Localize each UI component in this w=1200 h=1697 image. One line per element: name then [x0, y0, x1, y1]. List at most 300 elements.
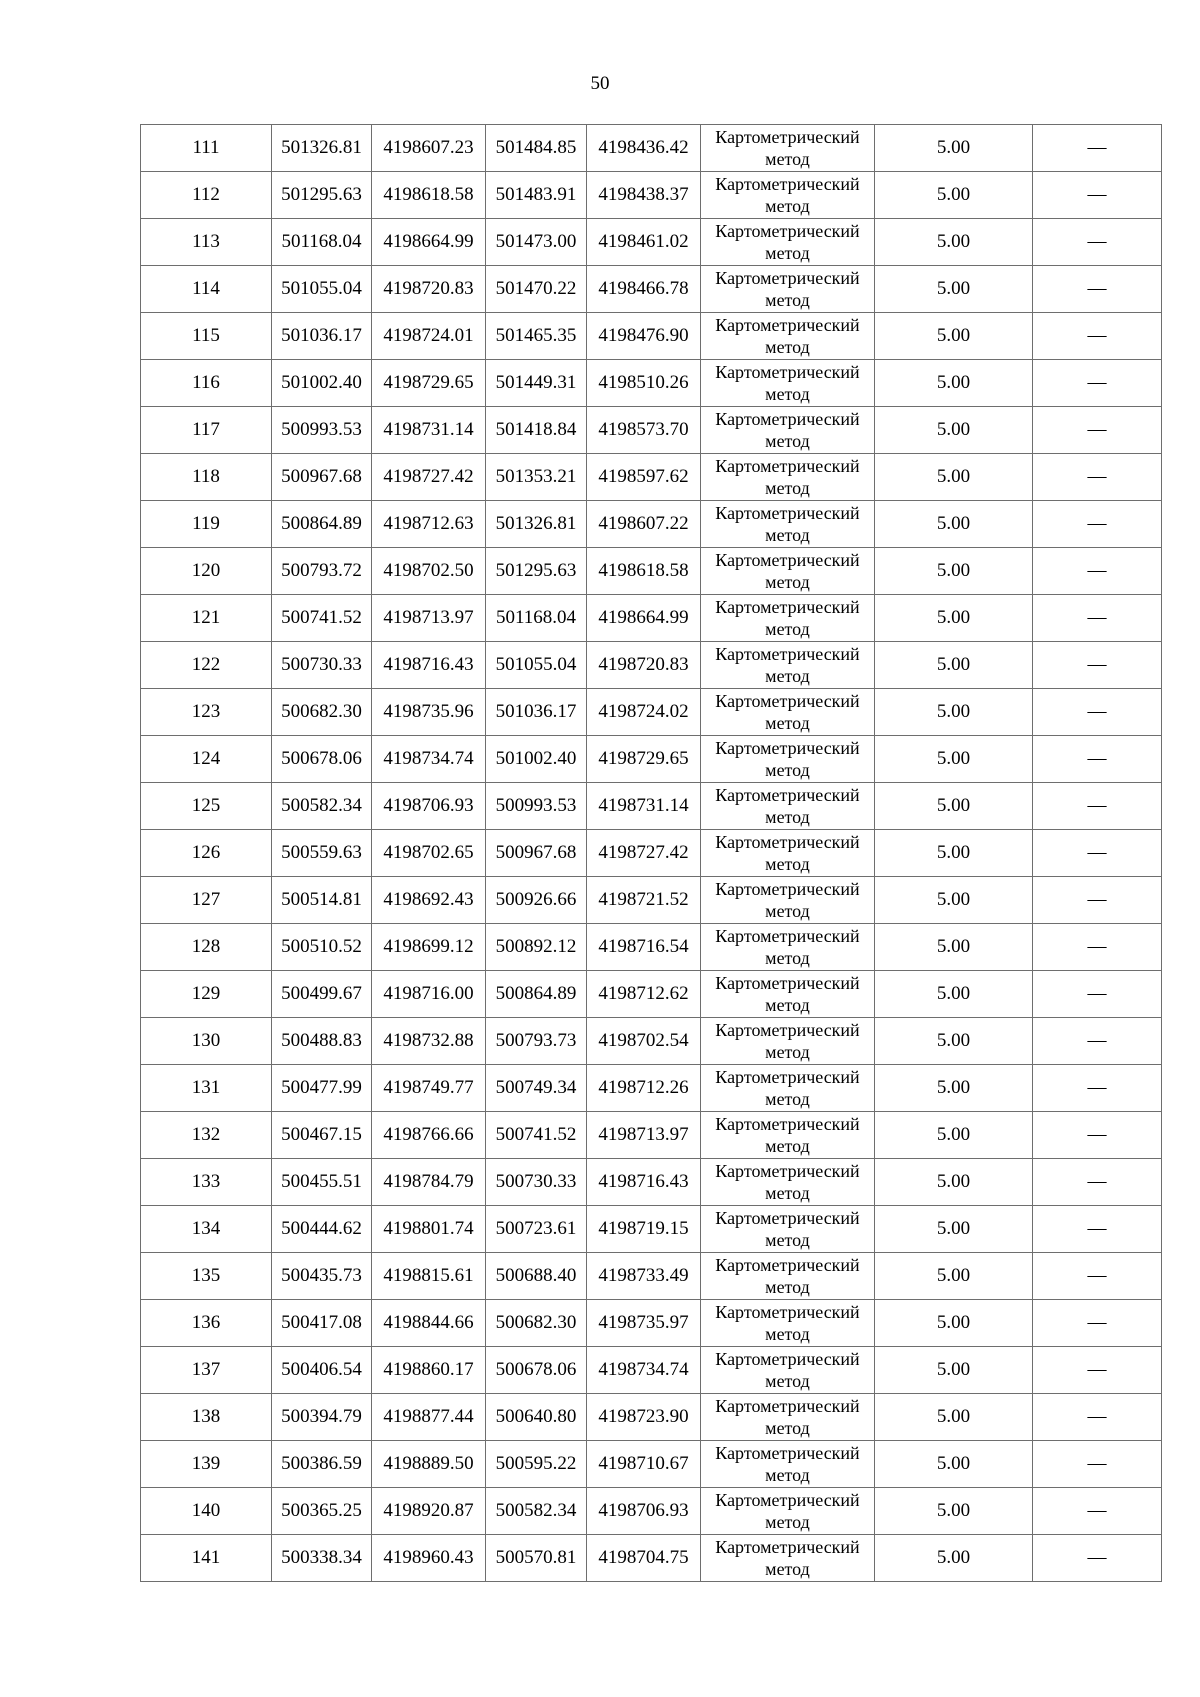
y1-cell: 4198844.66 — [372, 1300, 486, 1347]
method-line-2: метод — [765, 1371, 810, 1391]
x1-cell: 500435.73 — [272, 1253, 372, 1300]
point-number-cell: 138 — [141, 1394, 272, 1441]
method-cell — [701, 1535, 875, 1582]
y2-cell: 4198727.42 — [587, 830, 701, 877]
x1-cell: 500417.08 — [272, 1300, 372, 1347]
y1-cell: 4198664.99 — [372, 219, 486, 266]
x2-cell: 501002.40 — [486, 736, 587, 783]
coordinates-table — [140, 124, 1162, 1582]
x2-cell: 500570.81 — [486, 1535, 587, 1582]
method-line-1: Картометрический — [715, 503, 860, 523]
point-number-cell: 132 — [141, 1112, 272, 1159]
table-row — [141, 736, 1162, 783]
note-cell: — — [1033, 454, 1162, 501]
x1-cell: 500455.51 — [272, 1159, 372, 1206]
accuracy-cell: 5.00 — [875, 125, 1033, 172]
table-row — [141, 172, 1162, 219]
method-line-2: метод — [765, 1136, 810, 1156]
table-row — [141, 1488, 1162, 1535]
method-cell — [701, 924, 875, 971]
method-cell — [701, 501, 875, 548]
x1-cell: 500741.52 — [272, 595, 372, 642]
table-row — [141, 1347, 1162, 1394]
table-row — [141, 1065, 1162, 1112]
point-number-cell: 140 — [141, 1488, 272, 1535]
y1-cell: 4198729.65 — [372, 360, 486, 407]
accuracy-cell: 5.00 — [875, 1394, 1033, 1441]
note-cell: — — [1033, 1535, 1162, 1582]
y1-cell: 4198960.43 — [372, 1535, 486, 1582]
method-cell — [701, 1347, 875, 1394]
point-number-cell: 126 — [141, 830, 272, 877]
x1-cell: 500499.67 — [272, 971, 372, 1018]
x1-cell: 500793.72 — [272, 548, 372, 595]
x1-cell: 501055.04 — [272, 266, 372, 313]
method-line-1: Картометрический — [715, 1208, 860, 1228]
point-number-cell: 137 — [141, 1347, 272, 1394]
note-cell: — — [1033, 172, 1162, 219]
table-row — [141, 360, 1162, 407]
y2-cell: 4198716.54 — [587, 924, 701, 971]
method-line-1: Картометрический — [715, 1443, 860, 1463]
point-number-cell: 114 — [141, 266, 272, 313]
method-cell — [701, 1441, 875, 1488]
x1-cell: 500582.34 — [272, 783, 372, 830]
x2-cell: 500741.52 — [486, 1112, 587, 1159]
method-line-2: метод — [765, 1042, 810, 1062]
x1-cell: 500444.62 — [272, 1206, 372, 1253]
method-line-1: Картометрический — [715, 127, 860, 147]
accuracy-cell: 5.00 — [875, 454, 1033, 501]
accuracy-cell: 5.00 — [875, 313, 1033, 360]
method-line-2: метод — [765, 1418, 810, 1438]
x2-cell: 500582.34 — [486, 1488, 587, 1535]
table-row — [141, 125, 1162, 172]
y2-cell: 4198597.62 — [587, 454, 701, 501]
accuracy-cell: 5.00 — [875, 172, 1033, 219]
y2-cell: 4198607.22 — [587, 501, 701, 548]
accuracy-cell: 5.00 — [875, 971, 1033, 1018]
point-number-cell: 112 — [141, 172, 272, 219]
accuracy-cell: 5.00 — [875, 595, 1033, 642]
note-cell: — — [1033, 360, 1162, 407]
table-row — [141, 971, 1162, 1018]
y1-cell: 4198920.87 — [372, 1488, 486, 1535]
y1-cell: 4198720.83 — [372, 266, 486, 313]
method-line-2: метод — [765, 431, 810, 451]
method-line-2: метод — [765, 995, 810, 1015]
note-cell: — — [1033, 1394, 1162, 1441]
method-line-1: Картометрический — [715, 926, 860, 946]
method-line-1: Картометрический — [715, 550, 860, 570]
x1-cell: 500514.81 — [272, 877, 372, 924]
accuracy-cell: 5.00 — [875, 1441, 1033, 1488]
y2-cell: 4198618.58 — [587, 548, 701, 595]
y2-cell: 4198706.93 — [587, 1488, 701, 1535]
y1-cell: 4198801.74 — [372, 1206, 486, 1253]
method-line-2: метод — [765, 1465, 810, 1485]
x2-cell: 500793.73 — [486, 1018, 587, 1065]
table-row — [141, 1206, 1162, 1253]
point-number-cell: 136 — [141, 1300, 272, 1347]
x1-cell: 500467.15 — [272, 1112, 372, 1159]
y1-cell: 4198731.14 — [372, 407, 486, 454]
x2-cell: 500892.12 — [486, 924, 587, 971]
y1-cell: 4198735.96 — [372, 689, 486, 736]
method-line-2: метод — [765, 1089, 810, 1109]
y2-cell: 4198466.78 — [587, 266, 701, 313]
x2-cell: 500688.40 — [486, 1253, 587, 1300]
y2-cell: 4198712.62 — [587, 971, 701, 1018]
method-line-1: Картометрический — [715, 1161, 860, 1181]
accuracy-cell: 5.00 — [875, 1112, 1033, 1159]
table-row — [141, 689, 1162, 736]
x2-cell: 501484.85 — [486, 125, 587, 172]
method-line-1: Картометрический — [715, 315, 860, 335]
x1-cell: 500477.99 — [272, 1065, 372, 1112]
table-row — [141, 1159, 1162, 1206]
x1-cell: 500510.52 — [272, 924, 372, 971]
method-line-1: Картометрический — [715, 597, 860, 617]
y1-cell: 4198702.65 — [372, 830, 486, 877]
method-line-1: Картометрический — [715, 456, 860, 476]
x2-cell: 500926.66 — [486, 877, 587, 924]
note-cell: — — [1033, 125, 1162, 172]
x2-cell: 501353.21 — [486, 454, 587, 501]
point-number-cell: 131 — [141, 1065, 272, 1112]
method-cell — [701, 1018, 875, 1065]
accuracy-cell: 5.00 — [875, 924, 1033, 971]
method-line-2: метод — [765, 619, 810, 639]
y1-cell: 4198815.61 — [372, 1253, 486, 1300]
method-line-2: метод — [765, 1324, 810, 1344]
x2-cell: 500595.22 — [486, 1441, 587, 1488]
method-line-2: метод — [765, 807, 810, 827]
accuracy-cell: 5.00 — [875, 689, 1033, 736]
point-number-cell: 129 — [141, 971, 272, 1018]
y2-cell: 4198735.97 — [587, 1300, 701, 1347]
accuracy-cell: 5.00 — [875, 783, 1033, 830]
table-body — [141, 125, 1162, 1582]
point-number-cell: 125 — [141, 783, 272, 830]
method-line-1: Картометрический — [715, 221, 860, 241]
method-line-2: метод — [765, 1183, 810, 1203]
note-cell: — — [1033, 1065, 1162, 1112]
x1-cell: 500864.89 — [272, 501, 372, 548]
method-line-2: метод — [765, 1559, 810, 1579]
x1-cell: 500682.30 — [272, 689, 372, 736]
method-cell — [701, 125, 875, 172]
method-line-1: Картометрический — [715, 1114, 860, 1134]
table-row — [141, 219, 1162, 266]
note-cell: — — [1033, 313, 1162, 360]
method-line-2: метод — [765, 290, 810, 310]
y1-cell: 4198699.12 — [372, 924, 486, 971]
y1-cell: 4198713.97 — [372, 595, 486, 642]
y1-cell: 4198784.79 — [372, 1159, 486, 1206]
method-line-2: метод — [765, 713, 810, 733]
method-cell — [701, 830, 875, 877]
table-row — [141, 830, 1162, 877]
method-line-1: Картометрический — [715, 1302, 860, 1322]
method-line-2: метод — [765, 666, 810, 686]
x1-cell: 500406.54 — [272, 1347, 372, 1394]
method-line-1: Картометрический — [715, 409, 860, 429]
x1-cell: 500488.83 — [272, 1018, 372, 1065]
point-number-cell: 124 — [141, 736, 272, 783]
x1-cell: 500559.63 — [272, 830, 372, 877]
x1-cell: 500967.68 — [272, 454, 372, 501]
x2-cell: 500749.34 — [486, 1065, 587, 1112]
note-cell: — — [1033, 595, 1162, 642]
x2-cell: 500967.68 — [486, 830, 587, 877]
method-cell — [701, 1065, 875, 1112]
x1-cell: 501295.63 — [272, 172, 372, 219]
accuracy-cell: 5.00 — [875, 1065, 1033, 1112]
method-line-1: Картометрический — [715, 832, 860, 852]
method-cell — [701, 407, 875, 454]
note-cell: — — [1033, 642, 1162, 689]
x2-cell: 500723.61 — [486, 1206, 587, 1253]
note-cell: — — [1033, 1018, 1162, 1065]
y2-cell: 4198723.90 — [587, 1394, 701, 1441]
x2-cell: 501418.84 — [486, 407, 587, 454]
x2-cell: 501449.31 — [486, 360, 587, 407]
x2-cell: 500640.80 — [486, 1394, 587, 1441]
x1-cell: 501036.17 — [272, 313, 372, 360]
x1-cell: 500394.79 — [272, 1394, 372, 1441]
accuracy-cell: 5.00 — [875, 407, 1033, 454]
point-number-cell: 116 — [141, 360, 272, 407]
y2-cell: 4198704.75 — [587, 1535, 701, 1582]
method-line-1: Картометрический — [715, 1349, 860, 1369]
method-line-1: Картометрический — [715, 1490, 860, 1510]
y1-cell: 4198766.66 — [372, 1112, 486, 1159]
y2-cell: 4198710.67 — [587, 1441, 701, 1488]
note-cell: — — [1033, 1441, 1162, 1488]
note-cell: — — [1033, 219, 1162, 266]
x2-cell: 501055.04 — [486, 642, 587, 689]
table-row — [141, 1253, 1162, 1300]
table-row — [141, 1018, 1162, 1065]
y1-cell: 4198877.44 — [372, 1394, 486, 1441]
point-number-cell: 113 — [141, 219, 272, 266]
x2-cell: 500678.06 — [486, 1347, 587, 1394]
method-cell — [701, 313, 875, 360]
note-cell: — — [1033, 1159, 1162, 1206]
y1-cell: 4198607.23 — [372, 125, 486, 172]
method-line-2: метод — [765, 1512, 810, 1532]
note-cell: — — [1033, 1347, 1162, 1394]
method-cell — [701, 454, 875, 501]
y2-cell: 4198733.49 — [587, 1253, 701, 1300]
point-number-cell: 118 — [141, 454, 272, 501]
table-row — [141, 1535, 1162, 1582]
x1-cell: 500730.33 — [272, 642, 372, 689]
x2-cell: 501473.00 — [486, 219, 587, 266]
accuracy-cell: 5.00 — [875, 360, 1033, 407]
point-number-cell: 134 — [141, 1206, 272, 1253]
x1-cell: 500338.34 — [272, 1535, 372, 1582]
method-line-2: метод — [765, 149, 810, 169]
method-cell — [701, 1206, 875, 1253]
note-cell: — — [1033, 924, 1162, 971]
x2-cell: 501465.35 — [486, 313, 587, 360]
y1-cell: 4198712.63 — [372, 501, 486, 548]
accuracy-cell: 5.00 — [875, 548, 1033, 595]
y2-cell: 4198721.52 — [587, 877, 701, 924]
accuracy-cell: 5.00 — [875, 736, 1033, 783]
x2-cell: 501483.91 — [486, 172, 587, 219]
y1-cell: 4198716.00 — [372, 971, 486, 1018]
method-line-2: метод — [765, 948, 810, 968]
method-line-2: метод — [765, 478, 810, 498]
y2-cell: 4198724.02 — [587, 689, 701, 736]
point-number-cell: 127 — [141, 877, 272, 924]
method-cell — [701, 877, 875, 924]
method-line-1: Картометрический — [715, 174, 860, 194]
method-line-1: Картометрический — [715, 362, 860, 382]
note-cell: — — [1033, 1206, 1162, 1253]
x2-cell: 501036.17 — [486, 689, 587, 736]
table-row — [141, 1441, 1162, 1488]
note-cell: — — [1033, 971, 1162, 1018]
method-cell — [701, 1253, 875, 1300]
y2-cell: 4198731.14 — [587, 783, 701, 830]
method-line-2: метод — [765, 901, 810, 921]
point-number-cell: 115 — [141, 313, 272, 360]
method-line-1: Картометрический — [715, 1255, 860, 1275]
y2-cell: 4198729.65 — [587, 736, 701, 783]
method-cell — [701, 689, 875, 736]
method-line-1: Картометрический — [715, 738, 860, 758]
table-row — [141, 1394, 1162, 1441]
note-cell: — — [1033, 501, 1162, 548]
table-row — [141, 548, 1162, 595]
accuracy-cell: 5.00 — [875, 501, 1033, 548]
point-number-cell: 130 — [141, 1018, 272, 1065]
table-row — [141, 266, 1162, 313]
point-number-cell: 122 — [141, 642, 272, 689]
x2-cell: 501168.04 — [486, 595, 587, 642]
method-line-2: метод — [765, 1277, 810, 1297]
y1-cell: 4198618.58 — [372, 172, 486, 219]
note-cell: — — [1033, 1300, 1162, 1347]
method-cell — [701, 1394, 875, 1441]
point-number-cell: 141 — [141, 1535, 272, 1582]
point-number-cell: 133 — [141, 1159, 272, 1206]
method-cell — [701, 360, 875, 407]
y2-cell: 4198713.97 — [587, 1112, 701, 1159]
y1-cell: 4198692.43 — [372, 877, 486, 924]
method-cell — [701, 1159, 875, 1206]
x2-cell: 501470.22 — [486, 266, 587, 313]
y1-cell: 4198706.93 — [372, 783, 486, 830]
x2-cell: 500993.53 — [486, 783, 587, 830]
accuracy-cell: 5.00 — [875, 1159, 1033, 1206]
x1-cell: 500993.53 — [272, 407, 372, 454]
y2-cell: 4198510.26 — [587, 360, 701, 407]
accuracy-cell: 5.00 — [875, 219, 1033, 266]
method-line-2: метод — [765, 384, 810, 404]
table-row — [141, 924, 1162, 971]
point-number-cell: 128 — [141, 924, 272, 971]
x2-cell: 500864.89 — [486, 971, 587, 1018]
table-row — [141, 1112, 1162, 1159]
method-cell — [701, 1488, 875, 1535]
note-cell: — — [1033, 1253, 1162, 1300]
note-cell: — — [1033, 783, 1162, 830]
method-line-1: Картометрический — [715, 973, 860, 993]
method-cell — [701, 971, 875, 1018]
accuracy-cell: 5.00 — [875, 1347, 1033, 1394]
y2-cell: 4198438.37 — [587, 172, 701, 219]
accuracy-cell: 5.00 — [875, 266, 1033, 313]
method-cell — [701, 1300, 875, 1347]
y1-cell: 4198732.88 — [372, 1018, 486, 1065]
method-cell — [701, 642, 875, 689]
accuracy-cell: 5.00 — [875, 1206, 1033, 1253]
method-line-1: Картометрический — [715, 1067, 860, 1087]
method-line-2: метод — [765, 854, 810, 874]
note-cell: — — [1033, 736, 1162, 783]
x2-cell: 501295.63 — [486, 548, 587, 595]
method-line-1: Картометрический — [715, 268, 860, 288]
y1-cell: 4198860.17 — [372, 1347, 486, 1394]
y2-cell: 4198719.15 — [587, 1206, 701, 1253]
note-cell: — — [1033, 1112, 1162, 1159]
method-cell — [701, 219, 875, 266]
x1-cell: 501168.04 — [272, 219, 372, 266]
y2-cell: 4198716.43 — [587, 1159, 701, 1206]
table-row — [141, 642, 1162, 689]
page-number: 50 — [590, 73, 610, 94]
method-cell — [701, 548, 875, 595]
accuracy-cell: 5.00 — [875, 1253, 1033, 1300]
note-cell: — — [1033, 407, 1162, 454]
note-cell: — — [1033, 877, 1162, 924]
x2-cell: 501326.81 — [486, 501, 587, 548]
method-cell — [701, 266, 875, 313]
table-row — [141, 407, 1162, 454]
note-cell: — — [1033, 548, 1162, 595]
y1-cell: 4198889.50 — [372, 1441, 486, 1488]
method-line-2: метод — [765, 572, 810, 592]
y1-cell: 4198749.77 — [372, 1065, 486, 1112]
point-number-cell: 139 — [141, 1441, 272, 1488]
accuracy-cell: 5.00 — [875, 1488, 1033, 1535]
method-cell — [701, 783, 875, 830]
accuracy-cell: 5.00 — [875, 1300, 1033, 1347]
y1-cell: 4198727.42 — [372, 454, 486, 501]
y2-cell: 4198476.90 — [587, 313, 701, 360]
x2-cell: 500682.30 — [486, 1300, 587, 1347]
method-cell — [701, 736, 875, 783]
table-row — [141, 454, 1162, 501]
x1-cell: 501326.81 — [272, 125, 372, 172]
y1-cell: 4198716.43 — [372, 642, 486, 689]
x2-cell: 500730.33 — [486, 1159, 587, 1206]
x1-cell: 500678.06 — [272, 736, 372, 783]
note-cell: — — [1033, 1488, 1162, 1535]
x1-cell: 500365.25 — [272, 1488, 372, 1535]
y2-cell: 4198720.83 — [587, 642, 701, 689]
y2-cell: 4198461.02 — [587, 219, 701, 266]
method-cell — [701, 172, 875, 219]
method-cell — [701, 595, 875, 642]
method-line-2: метод — [765, 760, 810, 780]
method-line-1: Картометрический — [715, 879, 860, 899]
